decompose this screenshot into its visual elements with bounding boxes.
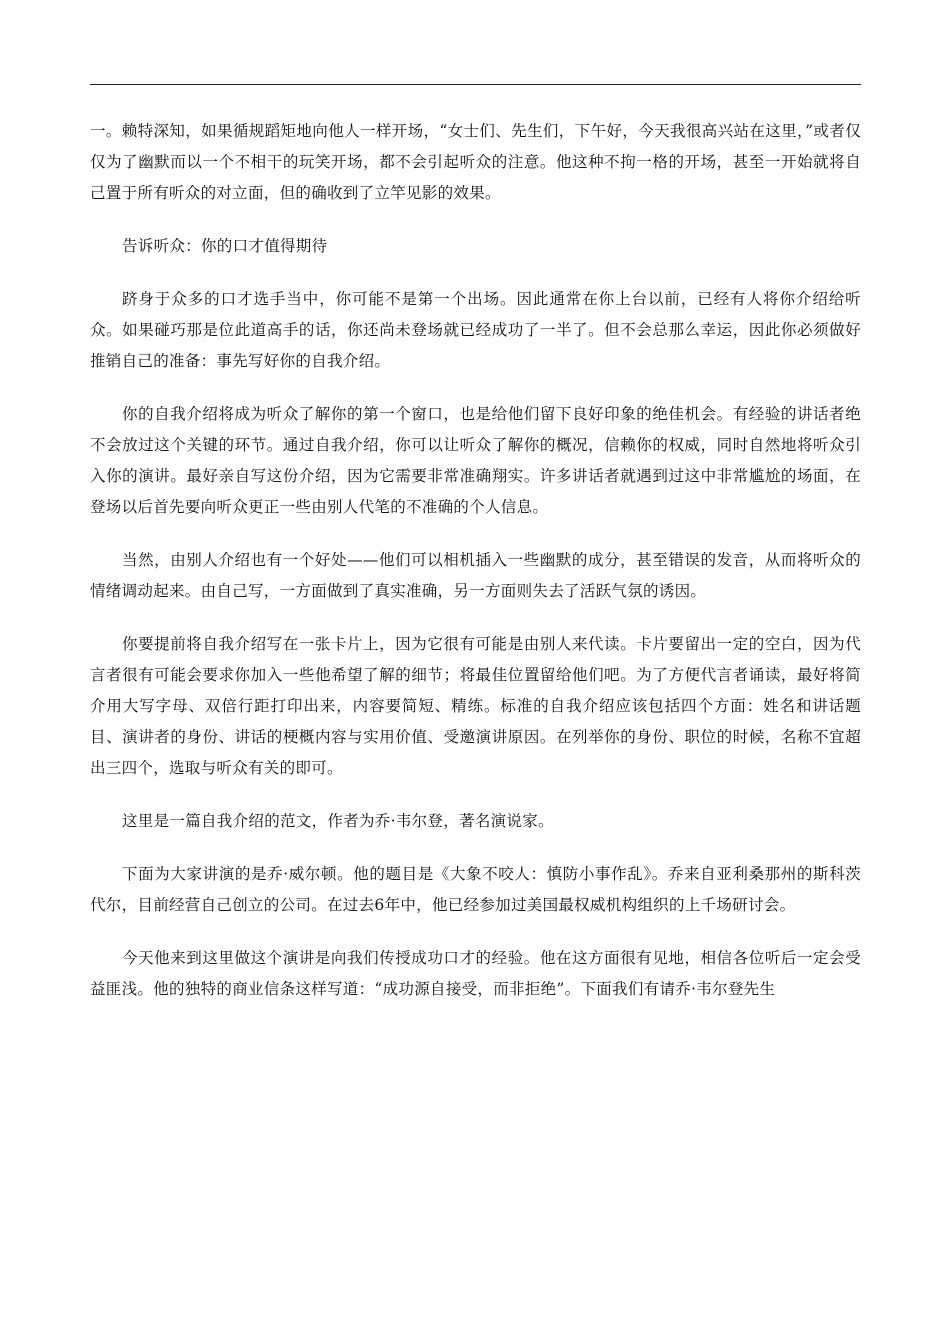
paragraph-1: 一。赖特深知，如果循规蹈矩地向他人一样开场，“女士们、先生们，下午好，今天我很高兴站在这里，”或者仅仅为了幽默而以一个不相干的玩笑开场，都不会引起听众的注意。他这种不拘一格的开场，甚至一开始就将自己置于所有听众的对立面，但的确收到了立竿见影的效果。 [90,122,861,202]
document-body [90,116,861,1027]
paragraph-5: 当然，由别人介绍也有一个好处——他们可以相机插入一些幽默的成分，甚至错误的发音，从而将听众的情绪调动起来。由自己写，一方面做到了真实准确，另一方面则失去了活跃气氛的诱因。 [90,551,861,600]
section-heading: 告诉听众：你的口才值得期待 [122,237,328,255]
paragraph-8: 下面为大家讲演的是乔·威尔顿。他的题目是《大象不咬人：慎防小事作乱》。乔来自亚利桑那州的斯科茨代尔，目前经营自己创立的公司。在过去6年中，他已经参加过美国最权威机构组织的上千场研讨会。 [90,865,861,914]
header-divider [90,84,861,85]
paragraph-3: 跻身于众多的口才选手当中，你可能不是第一个出场。因此通常在你上台以前，已经有人将你介绍给听众。如果碰巧那是位此道高手的话，你还尚未登场就已经成功了一半了。但不会总那么幸运，因此你必须做好推销自己的准备：事先写好你的自我介绍。 [90,290,861,370]
paragraph-9: 今天他来到这里做这个演讲是向我们传授成功口才的经验。他在这方面很有见地，相信各位听后一定会受益匪浅。他的独特的商业信条这样写道：“成功源自接受，而非拒绝”。下面我们有请乔·韦尔登先生 [90,949,861,998]
paragraph-6: 你要提前将自我介绍写在一张卡片上，因为它很有可能是由别人来代读。卡片要留出一定的空白，因为代言者很有可能会要求你加入一些他希望了解的细节；将最佳位置留给他们吧。为了方便代言者诵读，最好将简介用大写字母、双倍行距打印出来，内容要简短、精练。标准的自我介绍应该包括四个方面：姓名和讲话题目、演讲者的身份、讲话的梗概内容与实用价值、受邀演讲原因。在列举你的身份、职位的时候，名称不宜超出三四个，选取与听众有关的即可。 [90,635,861,777]
paragraph-7: 这里是一篇自我介绍的范文，作者为乔·韦尔登，著名演说家。 [122,812,554,830]
paragraph-4: 你的自我介绍将成为听众了解你的第一个窗口，也是给他们留下良好印象的绝佳机会。有经验的讲话者绝不会放过这个关键的环节。通过自我介绍，你可以让听众了解你的概况，信赖你的权威，同时自然地将听众引入你的演讲。最好亲自写这份介绍，因为它需要非常准确翔实。许多讲话者就遇到过这中非常尴尬的场面，在登场以后首先要向听众更正一些由别人代笔的不准确的个人信息。 [90,405,861,516]
